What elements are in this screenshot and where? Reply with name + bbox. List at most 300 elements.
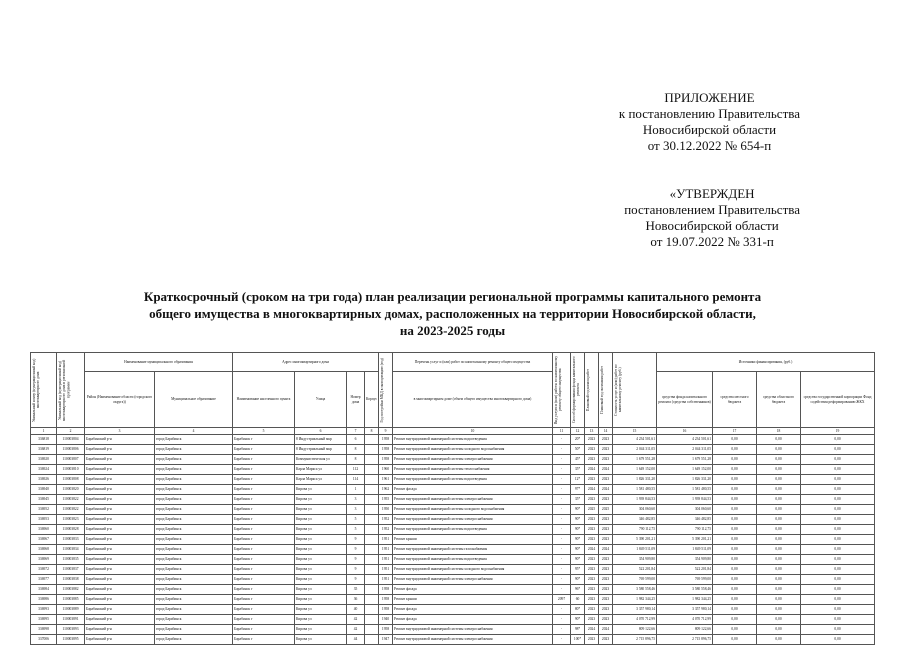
cell-o: 0,00 (757, 575, 801, 585)
cell-cost: 522 201,84 (613, 565, 657, 575)
cell-id: 336924 (31, 465, 57, 475)
cell-city: Барабинск г (233, 545, 295, 555)
cell-f: 0,00 (801, 515, 875, 525)
cell-cost: 2 715 896,75 (613, 635, 657, 645)
approval-line: от 19.07.2022 № 331-п (650, 234, 774, 249)
cell-y2: 2023 (599, 565, 613, 575)
cell-mun: город Барабинск (155, 545, 233, 555)
cell-o: 0,00 (757, 635, 801, 645)
cell-val: - (553, 455, 571, 465)
cell-fund: 769 599,00 (657, 575, 713, 585)
cell-val: - (553, 445, 571, 455)
cell-o: 0,00 (757, 585, 801, 595)
header-cell (57, 353, 85, 428)
cell-f: 0,00 (801, 475, 875, 485)
cell-o: 0,00 (757, 465, 801, 475)
cell-year: 1952 (379, 515, 393, 525)
cell-share: 90* (571, 545, 585, 555)
table-row (31, 505, 875, 515)
cell-street: Карла Маркса ул (295, 465, 347, 475)
cell-work: Ремонт внутридомовой инженерной системы холодного водоснабжения (393, 505, 553, 515)
cell-city: Барабинск г (233, 475, 295, 485)
table-row (31, 565, 875, 575)
cell-o: 0,00 (757, 455, 801, 465)
cell-cost: 3 580 558,46 (613, 585, 657, 595)
cell-val: - (553, 515, 571, 525)
cell-share: 35* (571, 465, 585, 475)
cell-street: Карла Маркса ул (295, 475, 347, 485)
cell-m: 0,00 (713, 575, 757, 585)
cell-year: 1958 (379, 455, 393, 465)
cell-mun: город Барабинск (155, 615, 233, 625)
cell-work: Ремонт внутридомовой инженерной системы электроснабжения (393, 625, 553, 635)
cell-house: 6 (347, 435, 365, 445)
cell-o: 0,00 (757, 615, 801, 625)
cell-code: 110003835 (57, 555, 85, 565)
cell-id: 336984 (31, 585, 57, 595)
cell-work: Ремонт внутридомовой инженерной системы электроснабжения (393, 515, 553, 525)
cell-mun: город Барабинск (155, 535, 233, 545)
cell-val: - (553, 625, 571, 635)
cell-m: 0,00 (713, 485, 757, 495)
cell-mun: город Барабинск (155, 625, 233, 635)
cell-f: 0,00 (801, 525, 875, 535)
cell-fund: 3 357 980,14 (657, 605, 713, 615)
cell-mun: город Барабинск (155, 505, 233, 515)
cell-korpus (365, 435, 379, 445)
cell-district: Барабинский р-н (85, 565, 155, 575)
cell-house: 8 (347, 455, 365, 465)
cell-share: 97* (571, 485, 585, 495)
cell-id: 336945 (31, 495, 57, 505)
cell-year: 1940 (379, 615, 393, 625)
cell-city: Барабинск г (233, 565, 295, 575)
column-number: 2 (57, 428, 85, 435)
cell-house: 9 (347, 565, 365, 575)
cell-city: Барабинск г (233, 605, 295, 615)
cell-m: 0,00 (713, 565, 757, 575)
table-row (31, 595, 875, 605)
cell-work: Ремонт внутридомовой инженерной системы холодного водоснабжения (393, 445, 553, 455)
cell-y2: 2024 (599, 465, 613, 475)
cell-y2: 2023 (599, 435, 613, 445)
cell-district: Барабинский р-н (85, 575, 155, 585)
cell-id: 336952 (31, 505, 57, 515)
cell-house: 8 (347, 445, 365, 455)
cell-house: 114 (347, 475, 365, 485)
cell-house: 5 (347, 515, 365, 525)
cell-cost: 1 939 844,53 (613, 495, 657, 505)
cell-val: - (553, 585, 571, 595)
cell-f: 0,00 (801, 455, 875, 465)
cell-district: Барабинский р-н (85, 525, 155, 535)
cell-y2: 2023 (599, 445, 613, 455)
cell-fund: 4 070 712,99 (657, 615, 713, 625)
cell-street: Кирова ул (295, 555, 347, 565)
cell-code: 110003822 (57, 505, 85, 515)
cell-work: Ремонт крыши (393, 535, 553, 545)
column-number: 5 (233, 428, 295, 435)
cell-val: - (553, 495, 571, 505)
cell-y1: 2023 (585, 495, 599, 505)
cell-m: 0,00 (713, 625, 757, 635)
cell-korpus (365, 495, 379, 505)
cell-y1: 2023 (585, 635, 599, 645)
table-row (31, 545, 875, 555)
cell-f: 0,00 (801, 555, 875, 565)
cell-y2: 2024 (599, 625, 613, 635)
table-row (31, 485, 875, 495)
cell-m: 0,00 (713, 495, 757, 505)
column-number: 1 (31, 428, 57, 435)
column-number: 10 (393, 428, 553, 435)
cell-code: 110003882 (57, 585, 85, 595)
cell-street: Кирова ул (295, 615, 347, 625)
cell-id: 336818 (31, 435, 57, 445)
cell-y1: 2024 (585, 485, 599, 495)
cell-house: 44 (347, 635, 365, 645)
cell-mun: город Барабинск (155, 465, 233, 475)
cell-val: - (553, 435, 571, 445)
cell-f: 0,00 (801, 575, 875, 585)
cell-m: 0,00 (713, 545, 757, 555)
column-number: 9 (379, 428, 393, 435)
header-cell: Наименование муниципального образования (85, 353, 233, 372)
cell-m: 0,00 (713, 465, 757, 475)
cell-city: Барабинск г (233, 505, 295, 515)
cell-korpus (365, 565, 379, 575)
cell-id: 336926 (31, 475, 57, 485)
cell-street: Кирова ул (295, 505, 347, 515)
cell-y1: 2023 (585, 595, 599, 605)
cell-fund: 1 581 480,55 (657, 485, 713, 495)
cell-year: 1955 (379, 495, 393, 505)
cell-cost: 809 122,66 (613, 625, 657, 635)
header-label: Вид услуги и (или) работы по капитальному ремонту общего имущества (554, 355, 563, 425)
cell-city: Барабинск г (233, 595, 295, 605)
cell-korpus (365, 445, 379, 455)
cell-house: 9 (347, 545, 365, 555)
cell-fund: 4 234 501,61 (657, 435, 713, 445)
cell-street: Кирова ул (295, 585, 347, 595)
cell-val: - (553, 535, 571, 545)
cell-code: 110003807 (57, 455, 85, 465)
cell-f: 0,00 (801, 585, 875, 595)
cell-korpus (365, 555, 379, 565)
cell-o: 0,00 (757, 505, 801, 515)
column-number: 16 (657, 428, 713, 435)
cell-val: - (553, 575, 571, 585)
cell-work: Ремонт внутридомовой инженерной системы электроснабжения (393, 455, 553, 465)
cell-district: Барабинский р-н (85, 535, 155, 545)
appendix-line: Новосибирской области (642, 122, 777, 137)
header-cell: средства областного бюджета (757, 372, 801, 428)
cell-m: 0,00 (713, 505, 757, 515)
cell-y2: 2023 (599, 475, 613, 485)
column-number: 8 (365, 428, 379, 435)
cell-year: 1950 (379, 505, 393, 515)
table-row (31, 445, 875, 455)
cell-share: 90* (571, 505, 585, 515)
cell-id: 336968 (31, 545, 57, 555)
cell-fund: 790 112,75 (657, 525, 713, 535)
cell-fund: 3 580 558,46 (657, 585, 713, 595)
cell-work: Ремонт внутридомовой инженерной системы электроснабжения (393, 575, 553, 585)
cell-house: 42 (347, 625, 365, 635)
cell-city: Барабинск г (233, 535, 295, 545)
approval-line: «УТВЕРЖДЕН (669, 186, 755, 201)
cell-id: 336977 (31, 575, 57, 585)
cell-code: 110003838 (57, 575, 85, 585)
cell-year: 1951 (379, 565, 393, 575)
cell-y1: 2024 (585, 465, 599, 475)
header-label: Стоимость услуг и (или) работ по капитальному ремонту (руб.) (614, 364, 623, 416)
cell-f: 0,00 (801, 495, 875, 505)
cell-cost: 1 649 152,00 (613, 465, 657, 475)
cell-f: 0,00 (801, 505, 875, 515)
cell-korpus (365, 485, 379, 495)
cell-f: 0,00 (801, 445, 875, 455)
appendix-block (619, 90, 800, 154)
column-number-row (31, 428, 875, 435)
cell-house: 35 (347, 585, 365, 595)
header-cell: средства фонда капитального ремонта (средства собственников) (657, 372, 713, 428)
cell-fund: 346 482,85 (657, 515, 713, 525)
cell-city: Барабинск г (233, 625, 295, 635)
cell-cost: 1 679 551,28 (613, 455, 657, 465)
cell-district: Барабинский р-н (85, 605, 155, 615)
header-label: Уникальный код (нумерационный код) многоквартирного дома в региональной программе (58, 359, 71, 421)
column-number: 15 (613, 428, 657, 435)
table-row (31, 515, 875, 525)
cell-o: 0,00 (757, 485, 801, 495)
cell-y2: 2023 (599, 585, 613, 595)
cell-y1: 2024 (585, 545, 599, 555)
cell-district: Барабинский р-н (85, 435, 155, 445)
cell-y2: 2023 (599, 595, 613, 605)
cell-house: 1 (347, 485, 365, 495)
cell-city: Барабинск г (233, 525, 295, 535)
cell-share: 100* (571, 635, 585, 645)
cell-korpus (365, 615, 379, 625)
cell-code: 110003828 (57, 525, 85, 535)
header-label: Способ формирования фонда капитального ремонта (572, 356, 581, 424)
cell-fund: 1 939 844,53 (657, 495, 713, 505)
cell-share: 80* (571, 605, 585, 615)
cell-y1: 2023 (585, 565, 599, 575)
cell-code: 110003889 (57, 605, 85, 615)
cell-city: Барабинск г (233, 465, 295, 475)
cell-mun: город Барабинск (155, 595, 233, 605)
cell-id: 336998 (31, 625, 57, 635)
cell-val: - (553, 485, 571, 495)
cell-district: Барабинский р-н (85, 595, 155, 605)
header-cell (599, 353, 613, 428)
header-label: Плановый год начала работ (586, 368, 591, 412)
cell-district: Барабинский р-н (85, 445, 155, 455)
header-cell: Наименование населенного пункта (233, 372, 295, 428)
cell-cost: 354 909,80 (613, 555, 657, 565)
cell-code: 110003833 (57, 535, 85, 545)
cell-code: 110003810 (57, 465, 85, 475)
cell-mun: город Барабинск (155, 565, 233, 575)
cell-street: 8 Индустриальный мкр (295, 445, 347, 455)
cell-cost: 4 070 712,99 (613, 615, 657, 625)
cell-y2: 2023 (599, 635, 613, 645)
cell-m: 0,00 (713, 515, 757, 525)
cell-y1: 2024 (585, 625, 599, 635)
cell-year: 1958 (379, 445, 393, 455)
header-cell: Номер дома (347, 372, 365, 428)
header-cell (613, 353, 657, 428)
cell-o: 0,00 (757, 625, 801, 635)
cell-district: Барабинский р-н (85, 465, 155, 475)
cell-work: Ремонт внутридомовой инженерной системы теплоснабжения (393, 465, 553, 475)
cell-district: Барабинский р-н (85, 625, 155, 635)
cell-cost: 3 357 980,14 (613, 605, 657, 615)
cell-cost: 2 044 311,05 (613, 445, 657, 455)
column-number: 4 (155, 428, 233, 435)
cell-korpus (365, 605, 379, 615)
cell-y1: 2023 (585, 555, 599, 565)
cell-cost: 1 581 480,55 (613, 485, 657, 495)
cell-korpus (365, 585, 379, 595)
cell-work: Ремонт внутридомовой инженерной системы водоотведения (393, 475, 553, 485)
cell-korpus (365, 595, 379, 605)
cell-y1: 2023 (585, 445, 599, 455)
cell-m: 0,00 (713, 445, 757, 455)
cell-work: Ремонт внутридомовой инженерной системы водоотведения (393, 525, 553, 535)
cell-city: Барабинск г (233, 455, 295, 465)
cell-code: 110003822 (57, 495, 85, 505)
cell-y1: 2023 (585, 475, 599, 485)
cell-m: 0,00 (713, 455, 757, 465)
table-row (31, 525, 875, 535)
cell-fund: 1 826 331,20 (657, 475, 713, 485)
cell-y2: 2023 (599, 525, 613, 535)
header-label: Уникальный номер (нумерационный код) многоквартирного дома (32, 358, 41, 422)
cell-val: - (553, 555, 571, 565)
header-cell: Перечень услуг и (или) работ по капитальному ремонту общего имущества (393, 353, 553, 372)
approval-line: Новосибирской области (645, 218, 779, 233)
cell-code: 110003808 (57, 475, 85, 485)
cell-y2: 2024 (599, 485, 613, 495)
cell-share: 90* (571, 525, 585, 535)
cell-cost: 1 849 511,09 (613, 545, 657, 555)
cell-f: 0,00 (801, 435, 875, 445)
cell-val: - (553, 635, 571, 645)
cell-house: 5 (347, 525, 365, 535)
header-cell (553, 353, 571, 428)
table-row (31, 495, 875, 505)
cell-y1: 2023 (585, 575, 599, 585)
cell-share: 95* (571, 565, 585, 575)
header-cell: средства государственной корпорации Фонд содействия реформированию ЖКХ (801, 372, 875, 428)
cell-share: 35* (571, 495, 585, 505)
cell-work: Ремонт фасада (393, 585, 553, 595)
cell-street: Кирова ул (295, 625, 347, 635)
header-cell: Корпус (365, 372, 379, 428)
cell-street: Кирова ул (295, 605, 347, 615)
column-number: 3 (85, 428, 155, 435)
cell-street: Кирова ул (295, 635, 347, 645)
cell-mun: город Барабинск (155, 605, 233, 615)
cell-code: 110003885 (57, 595, 85, 605)
table-row (31, 575, 875, 585)
cell-work: Ремонт фасада (393, 485, 553, 495)
cell-house: 9 (347, 575, 365, 585)
cell-o: 0,00 (757, 605, 801, 615)
cell-year: 1951 (379, 575, 393, 585)
cell-mun: город Барабинск (155, 435, 233, 445)
cell-share: 12* (571, 475, 585, 485)
cell-fund: 522 201,84 (657, 565, 713, 575)
cell-year: 1960 (379, 465, 393, 475)
cell-code: 110003891 (57, 615, 85, 625)
cell-fund: 1 982 344,25 (657, 595, 713, 605)
cell-city: Барабинск г (233, 495, 295, 505)
cell-korpus (365, 465, 379, 475)
cell-house: 112 (347, 465, 365, 475)
column-number: 12 (571, 428, 585, 435)
cell-work: Ремонт внутридомовой инженерной системы электроснабжения (393, 495, 553, 505)
cell-m: 0,00 (713, 635, 757, 645)
cell-id: 336993 (31, 605, 57, 615)
cell-mun: город Барабинск (155, 515, 233, 525)
cell-y1: 2023 (585, 525, 599, 535)
cell-m: 0,00 (713, 535, 757, 545)
cell-house: 40 (347, 605, 365, 615)
cell-year: 1951 (379, 535, 393, 545)
cell-m: 0,00 (713, 605, 757, 615)
cell-f: 0,00 (801, 535, 875, 545)
cell-code: 110003804 (57, 435, 85, 445)
cell-val: - (553, 505, 571, 515)
cell-district: Барабинский р-н (85, 495, 155, 505)
cell-district: Барабинский р-н (85, 475, 155, 485)
cell-year: 1962 (379, 485, 393, 495)
cell-house: 36 (347, 595, 365, 605)
cell-share: 96* (571, 585, 585, 595)
cell-year: 1951 (379, 555, 393, 565)
cell-cost: 304 060,60 (613, 505, 657, 515)
cell-korpus (365, 455, 379, 465)
cell-fund: 5 390 201,21 (657, 535, 713, 545)
cell-fund: 2 715 896,75 (657, 635, 713, 645)
cell-mun: город Барабинск (155, 445, 233, 455)
cell-year: 1958 (379, 585, 393, 595)
cell-y2: 2024 (599, 545, 613, 555)
cell-share: 90* (571, 535, 585, 545)
cell-share: 90* (571, 575, 585, 585)
cell-o: 0,00 (757, 515, 801, 525)
cell-f: 0,00 (801, 565, 875, 575)
cell-korpus (365, 475, 379, 485)
cell-street: 8 Индустриальный мкр (295, 435, 347, 445)
cell-y2: 2023 (599, 555, 613, 565)
cell-o: 0,00 (757, 595, 801, 605)
cell-f: 0,00 (801, 545, 875, 555)
cell-city: Барабинск г (233, 575, 295, 585)
table-row (31, 585, 875, 595)
header-cell: средства местного бюджета (713, 372, 757, 428)
cell-share: 90* (571, 555, 585, 565)
header-cell (585, 353, 599, 428)
table-row (31, 535, 875, 545)
header-cell: Адрес многоквартирного дома (233, 353, 379, 372)
header-cell: Муниципальное образование (155, 372, 233, 428)
cell-year: 1951 (379, 545, 393, 555)
